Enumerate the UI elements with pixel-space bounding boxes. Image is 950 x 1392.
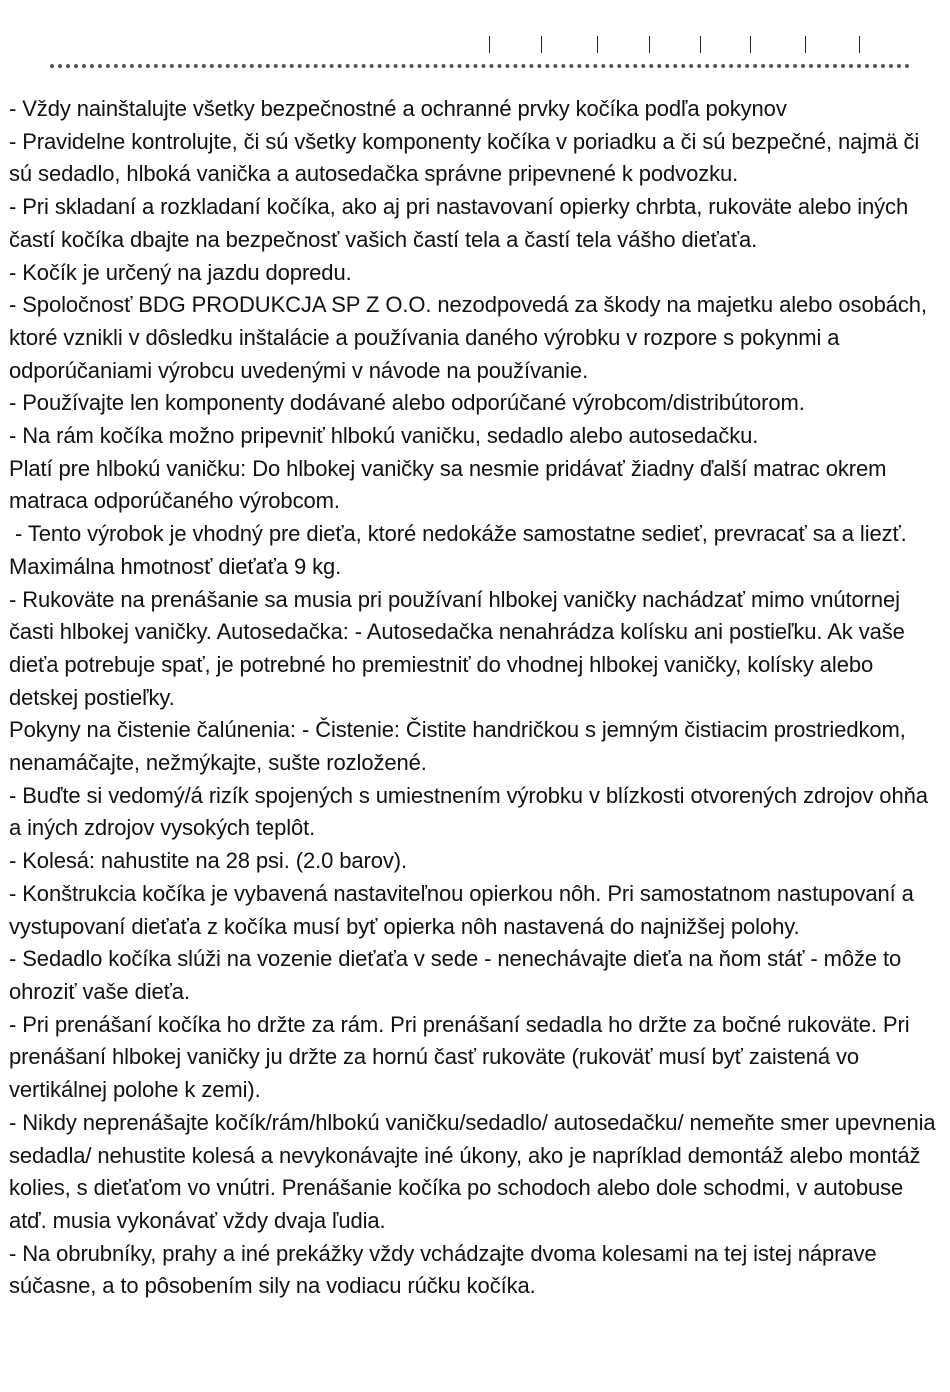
paragraph: - Používajte len komponenty dodávané alebo odporúčané výrobcom/distribútorom.: [9, 390, 805, 416]
paragraph: - Pri prenášaní kočíka ho držte za rám. Pri prenášaní sedadla ho držte za bočné rukoväte. Pri prenášaní hlbokej vaničky ju držte za hornú časť rukoväte (rukoväť musí byť zaistená vo vertikálnej polohe k zemi).: [9, 1011, 910, 1103]
paragraph: - Pri skladaní a rozkladaní kočíka, ako aj pri nastavovaní opierky chrbta, rukoväte alebo iných častí kočíka dbajte na bezpečnosť vašich častí tela a častí tela vášho dieťaťa.: [9, 194, 909, 252]
paragraph: - Spoločnosť BDG PRODUKCJA SP Z O.O. nezodpovedá za škody na majetku alebo osobách, ktoré vznikli v dôsledku inštalácie a používania daného výrobku v rozpore s pokynmi a odporúčaniami výrobcu uvedenými v návode na používanie.: [9, 292, 927, 383]
paragraph: - Kočík je určený na jazdu dopredu.: [9, 259, 352, 285]
tick-mark: [750, 36, 751, 53]
paragraph: - Na rám kočíka možno pripevniť hlbokú vaničku, sedadlo alebo autosedačku.: [9, 423, 759, 449]
tick-mark: [541, 36, 542, 53]
paragraph: - Buďte si vedomý/á rizík spojených s umiestnením výrobku v blízkosti otvorených zdrojov ohňa a iných zdrojov vysokých teplôt.: [9, 782, 928, 841]
paragraph: - Konštrukcia kočíka je vybavená nastaviteľnou opierkou nôh. Pri samostatnom nastupovaní a vystupovaní dieťaťa z kočíka musí byť opierka nôh nastavená do najnižšej polohy.: [9, 880, 914, 939]
paragraph: - Sedadlo kočíka slúži na vozenie dieťaťa v sede - nenechávajte dieťa na ňom stáť - môže to ohroziť vaše dieťa.: [9, 946, 902, 1004]
paragraph: - Tento výrobok je vhodný pre dieťa, ktoré nedokáže samostatne sedieť, prevracať sa a liezť. Maximálna hmotnosť dieťaťa 9 kg.: [9, 521, 913, 579]
paragraph: Pokyny na čistenie čalúnenia: - Čistenie: Čistite handričkou s jemným čistiacim prostriedkom, nenamáčajte, nežmýkajte, sušte rozložené.: [9, 717, 906, 776]
tick-mark: [859, 36, 860, 53]
paragraph: - Rukoväte na prenášanie sa musia pri používaní hlbokej vaničky nachádzať mimo vnútornej časti hlbokej vaničky. Autosedačka: - Autosedačka nenahrádza kolísku ani postieľku. Ak vaše dieťa potrebuje spať, je potrebné ho premiestniť do vhodnej hlbokej vaničky, kolísky alebo detskej postieľky.: [9, 586, 905, 710]
paragraph: Platí pre hlbokú vaničku: Do hlbokej vaničky sa nesmie pridávať žiadny ďalší matrac okrem matraca odporúčaného výrobcom.: [9, 455, 887, 514]
tick-mark: [597, 36, 598, 53]
paragraph: - Pravidelne kontrolujte, či sú všetky komponenty kočíka v poriadku a či sú bezpečné, najmä či sú sedadlo, hlboká vanička a autosedačka správne pripevnené k podvozku.: [9, 128, 920, 187]
tick-mark: [489, 36, 490, 53]
tick-mark: [649, 36, 650, 53]
tick-mark: [700, 36, 701, 53]
paragraph: - Na obrubníky, prahy a iné prekážky vždy vchádzajte dvoma kolesami na tej istej náprave súčasne, a to pôsobením sily na vodiacu rúčku kočíka.: [9, 1240, 877, 1299]
instructions-text: [9, 93, 939, 1303]
header-tick-marks: [0, 36, 950, 54]
paragraph: - Kolesá: nahustite na 28 psi. (2.0 barov).: [9, 848, 408, 874]
paragraph: - Nikdy neprenášajte kočík/rám/hlbokú vaničku/sedadlo/ autosedačku/ nemeňte smer upevnenia sedadla/ nehustite kolesá a nevykonávajte iné úkony, ako je napríklad demontáž alebo montáž kolies, s dieťaťom vo vnútri. Prenášanie kočíka po schodoch alebo dole schodmi, v autobuse atď. musia vykonávať vždy dvaja ľudia.: [9, 1109, 936, 1233]
paragraph: - Vždy nainštalujte všetky bezpečnostné a ochranné prvky kočíka podľa pokynov: [9, 96, 787, 121]
tick-mark: [805, 36, 806, 53]
dotted-divider: [50, 64, 910, 68]
